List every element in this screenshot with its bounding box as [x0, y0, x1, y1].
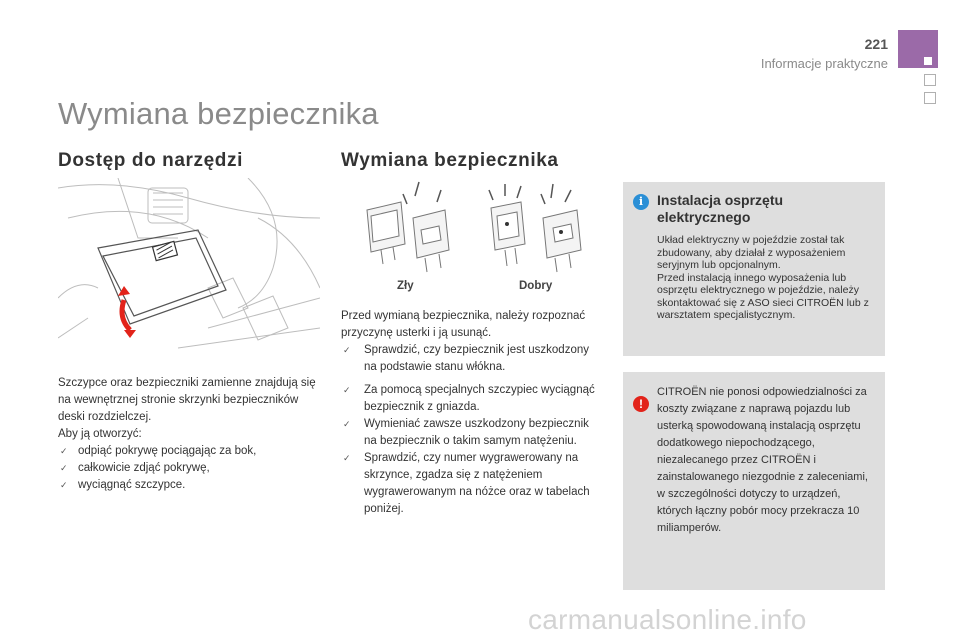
tab-outline-icon [924, 74, 936, 86]
chapter-tab [898, 30, 938, 68]
left-steps [58, 443, 320, 494]
watermark: carmanualsonline.info [528, 604, 807, 635]
left-section-title: Dostęp do narzędzi [58, 150, 243, 171]
info-icon: i [633, 194, 649, 210]
list-item: ✓ wyciągnąć szczypce. [58, 477, 320, 494]
middle-text [341, 308, 603, 518]
glovebox-photo [58, 178, 320, 368]
fuse-label-bad: Zły [397, 280, 414, 292]
section-label: Informacje praktyczne [760, 56, 888, 71]
list-item: ✓ Sprawdzić, czy bezpiecznik jest uszkodzony na podstawie stanu włókna. [341, 342, 603, 376]
list-item: ✓ Wymieniać zawsze uszkodzony bezpiecznik na bezpiecznik o takim samym natężeniu. [341, 416, 603, 450]
list-item: ✓ całkowicie zdjąć pokrywę, [58, 460, 320, 477]
tab-outline-icon [924, 92, 936, 104]
fuse-illustration [341, 180, 603, 280]
page-number: 221 [864, 36, 888, 52]
warning-box [623, 372, 885, 590]
info-box [623, 182, 885, 356]
tab-square-icon [924, 57, 932, 65]
fuse-label-good: Dobry [519, 280, 553, 292]
left-text [58, 375, 320, 494]
page-title: Wymiana bezpiecznika [58, 96, 379, 131]
info-box-title: Instalacja osprzętu elektrycznego [657, 192, 784, 225]
list-item: ✓ odpiąć pokrywę pociągając za bok, [58, 443, 320, 460]
list-item: ✓ Za pomocą specjalnych szczypiec wyciągnąć bezpiecznik z gniazda. [341, 382, 603, 416]
info-box-text: Układ elektryczny w pojeździe został tak zbudowany, aby działał z wyposażeniem seryjnym lub opcjonalnym. [657, 234, 846, 271]
left-intro: Aby ją otworzyć: [58, 428, 142, 440]
list-item: ✓ Sprawdzić, czy numer wygrawerowany na skrzynce, zgadza się z natężeniem wygrawerowanym na nóżce oraz w tabelach poniżej. [341, 450, 603, 518]
middle-intro: Przed wymianą bezpiecznika, należy rozpoznać przyczynę usterki i ją usunąć. [341, 310, 586, 339]
middle-steps [341, 342, 603, 518]
middle-section-title: Wymiana bezpiecznika [341, 150, 559, 171]
warning-box-text: CITROËN nie ponosi odpowiedzialności za koszty związane z naprawą pojazdu lub usterką spowodowaną instalacją osprzętu dodatkowego niepochodzącego, niezalecanego przez CITROËN i zainstalowanego niezgodnie z zaleceniami, w szczególności dotyczy to urządzeń, których łączny pobór mocy przekracza 10 miliamperów. [657, 386, 868, 534]
info-box-text: Przed instalacją innego wyposażenia lub osprzętu elektrycznego w pojeździe, należy skontaktować się z ASO sieci CITROËN lub z warsztatem specjalistycznym. [657, 271, 869, 321]
warning-icon: ! [633, 396, 649, 412]
left-paragraph: Szczypce oraz bezpieczniki zamienne znajdują się na wewnętrznej stronie skrzynki bezpieczników deski rozdzielczej. [58, 377, 316, 423]
